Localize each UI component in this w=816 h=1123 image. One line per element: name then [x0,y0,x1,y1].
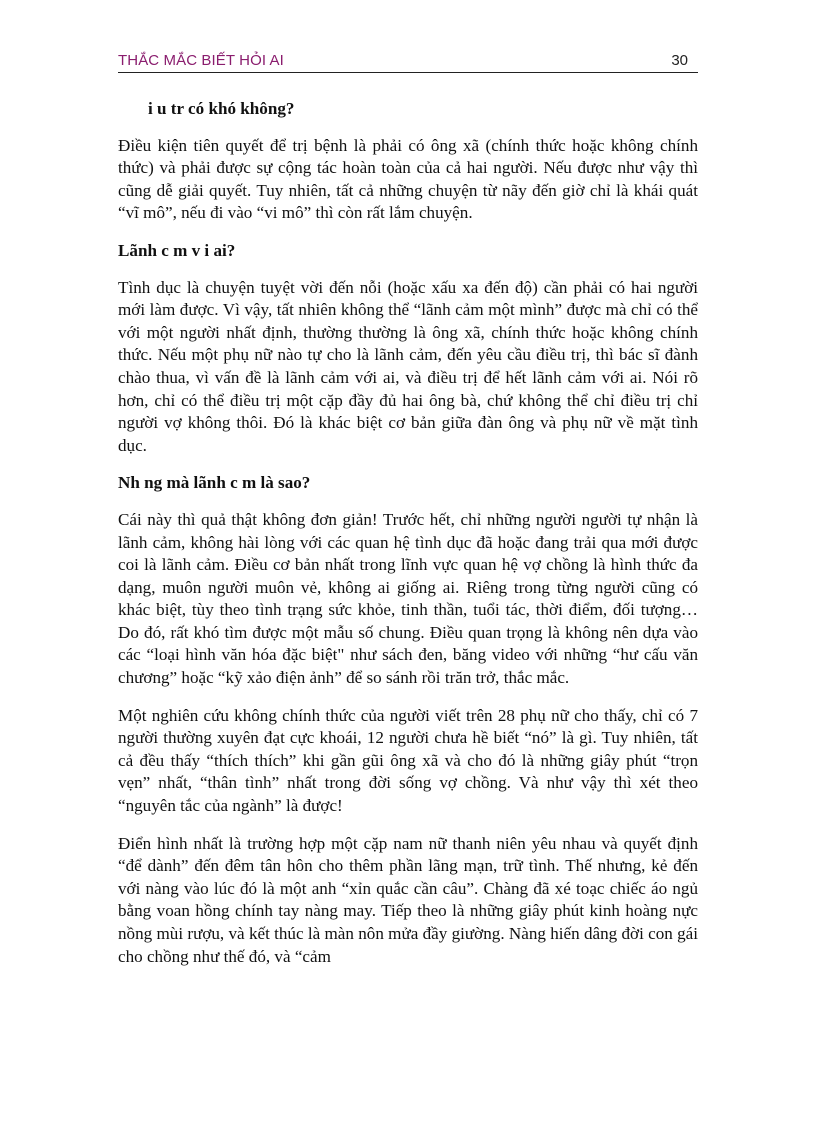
paragraph: Điều kiện tiên quyết để trị bệnh là phải có ông xã (chính thức hoặc không chính thức) và phải được sự cộng tác hoàn toàn của cả hai người. Nếu được như vậy thì cũng dễ giải quyết. Tuy nhiên, tất cả những chuyện từ nãy đến giờ chỉ là khái quát “vĩ mô”, nếu đi vào “vi mô” thì còn rất lắm chuyện. [118,135,698,223]
paragraph: Điển hình nhất là trường hợp một cặp nam nữ thanh niên yêu nhau và quyết định “để dành” đến đêm tân hôn cho thêm phần lãng mạn, trữ tình. Thế nhưng, kẻ đến với nàng vào lúc đó là một anh “xỉn quắc cần câu”. Chàng đã xé toạc chiếc áo ngủ bằng voan hồng chính tay nàng may. Tiếp theo là những giây phút kinh hoàng nực nồng mùi rượu, và kết thúc là màn nôn mửa đầy giường. Nàng hiến dâng đời con gái cho chồng như thế đó, và “cảm [118,833,698,966]
section-heading: Lãnh c m v i ai? [118,240,236,260]
section-heading: Nh ng mà lãnh c m là sao? [118,473,311,493]
body-text [118,98,698,983]
paragraph: Một nghiên cứu không chính thức của người viết trên 28 phụ nữ cho thấy, chỉ có 7 người thường xuyên đạt cực khoái, 12 người chưa hề biết “nó” là gì. Tuy nhiên, tất cả đều thấy “thích thích” khi gần gũi ông xã và cho đó là những giây phút “trọn vẹn” nhất, “thân tình” nhất trong đời sống vợ chồng. Và như vậy thì xét theo “nguyên tắc của ngành” là được! [118,705,698,816]
paragraph: Cái này thì quả thật không đơn giản! Trước hết, chỉ những người người tự nhận là lãnh cảm, không hài lòng với các quan hệ tình dục đã hoặc đang trải qua mới được coi là lãnh cảm. Điều cơ bản nhất trong lĩnh vực quan hệ vợ chồng là hình thức đa dạng, muôn người muôn vẻ, không ai giống ai. Riêng trong từng người cũng có khác biệt, tùy theo tình trạng sức khỏe, tinh thần, tuổi tác, thời điểm, đối tượng… Do đó, rất khó tìm được một mẫu số chung. Điều quan trọng là không nên dựa vào các “loại hình văn hóa đặc biệt" như sách đen, băng video với những “hư cấu văn chương” hoặc “kỹ xảo điện ảnh” để so sánh rồi trăn trở, thắc mắc. [118,509,698,688]
paragraph: Tình dục là chuyện tuyệt vời đến nỗi (hoặc xấu xa đến độ) cần phải có hai người mới làm được. Vì vậy, tất nhiên không thể “lãnh cảm một mình” được mà chỉ có thể với một người nhất định, thường thường là ông xã, chính thức hoặc không chính thức. Nếu một phụ nữ nào tự cho là lãnh cảm, đến yêu cầu điều trị, thì bác sĩ đành chào thua, vì vấn đề là lãnh cảm với ai, và điều trị để hết lãnh cảm với ai. Nói rõ hơn, chỉ có thể điều trị một cặp đầy đủ hai ông bà, chứ không thể chỉ điều trị chỉ người vợ không thôi. Đó là khác biệt cơ bản giữa đàn ông và phụ nữ về mặt tình dục. [118,277,698,455]
page-number: 30 [671,52,688,69]
section-heading: i u tr có khó không? [148,99,295,118]
running-title: THẮC MẮC BIẾT HỎI AI [118,52,284,69]
running-header [118,50,698,73]
